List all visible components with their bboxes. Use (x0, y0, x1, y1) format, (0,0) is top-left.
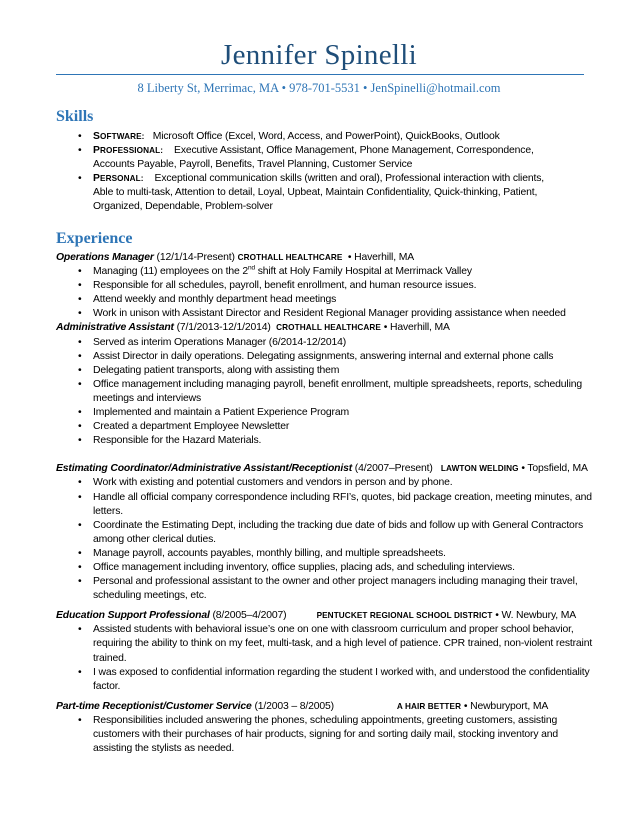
job-location: • Haverhill, MA (347, 252, 414, 263)
company-name: LAWTON WELDING (440, 464, 519, 474)
job-bullet: • Implemented and maintain a Patient Experience Program (56, 406, 596, 420)
candidate-name: Jennifer Spinelli (221, 39, 417, 71)
company-name: A HAIR BETTER (396, 701, 462, 711)
spacer (56, 448, 596, 462)
job-bullet: • Manage payroll, accounts payables, monthly billing, and multiple spreadsheets. (56, 547, 596, 561)
job-location: • W. Newbury, MA (495, 610, 576, 622)
job-bullets (56, 265, 596, 321)
job-bullet: • Served as interim Operations Manager (6/2014-12/2014) (56, 336, 596, 350)
job-bullet: • Responsibilities included answering the phones, scheduling appointments, greeting customers, assisting customers with their purchases of hair products, signing for and sorting daily mail, stocking inventory and assisting the stylists as needed. (56, 714, 596, 756)
job-bullet: • Coordinate the Estimating Dept, including the tracking due date of bids and follow up with General Contractors among other clerical duties. (56, 519, 596, 547)
job-bullet: • Attend weekly and monthly department head meetings (56, 293, 596, 307)
job-header (56, 700, 596, 714)
company-name: CROTHALL HEALTHCARE (237, 253, 343, 262)
job-bullet: • Assisted students with behavioral issue’s one on one with classroom curriculum and proper school behavior, requiring the ability to think on my feet, multi-task, and a high level of patience. CPR trained, non-violent restraint trained. (56, 623, 596, 665)
skill-item-professional (56, 144, 596, 172)
job-bullet: • Handle all official company correspondence including RFI’s, quotes, bid package creation, meeting minutes, and letters. (56, 491, 596, 519)
job-dates: (8/2005–4/2007) (212, 610, 287, 622)
header-divider (56, 74, 584, 75)
job-bullet: • Delegating patient transports, along with assisting them (56, 364, 596, 378)
skill-item-software (56, 130, 596, 144)
job-bullet: • Office management including managing payroll, benefit enrollment, multiple spreadsheets, reports, scheduling meetings and interviews (56, 378, 596, 406)
skill-label: SOFTWARE: (93, 131, 145, 142)
job-title: Estimating Coordinator/Administrative Assistant/Receptionist (56, 463, 353, 475)
job-header (56, 321, 596, 335)
company-name: PENTUCKET REGIONAL SCHOOL DISTRICT (316, 611, 493, 621)
job-dates: (1/2003 – 8/2005) (254, 700, 334, 712)
skill-text: Exceptional communication skills (written and oral), Professional interaction with clients, (154, 173, 544, 185)
job-bullet: • Personal and professional assistant to the owner and other project managers including managing their travel, scheduling meetings, etc. (56, 575, 596, 603)
contact-line: 8 Liberty St, Merrimac, MA • 978-701-5531 • JenSpinelli@hotmail.com (137, 81, 501, 95)
job-bullet: • Office management including inventory, office supplies, placing ads, and scheduling interviews. (56, 561, 596, 575)
skill-label: PROFESSIONAL: (93, 145, 164, 157)
skill-label: PERSONAL: (93, 173, 144, 185)
skill-text-cont: Accounts Payable, Payroll, Benefits, Travel Planning, Customer Service (93, 159, 413, 171)
job-title: Part-time Receptionist/Customer Service (56, 700, 252, 712)
experience-heading: Experience (56, 230, 133, 247)
job-bullet: • Managing (11) employees on the 2nd shift at Holy Family Hospital at Merrimack Valley (56, 265, 596, 279)
job-bullets (56, 714, 596, 756)
company-name: CROTHALL HEALTHCARE (276, 323, 381, 333)
job-bullet: • Work with existing and potential customers and vendors in person and by phone. (56, 476, 596, 490)
skill-text: Microsoft Office (Excel, Word, Access, and PowerPoint), QuickBooks, Outlook (152, 131, 500, 142)
job-bullet: • Created a department Employee Newsletter (56, 420, 596, 434)
job-bullet: • Responsible for the Hazard Materials. (56, 434, 596, 448)
job-bullet: • Assist Director in daily operations. Delegating assignments, answering internal and external phone calls (56, 350, 596, 364)
job-header (56, 462, 596, 476)
job-bullets (56, 476, 596, 603)
job-bullet: • Responsible for all schedules, payroll, benefit enrollment, and human resource issues. (56, 279, 596, 293)
skills-section (56, 130, 596, 215)
job-bullet: • Work in unison with Assistant Director and Resident Regional Manager providing assistance when needed (56, 307, 596, 321)
skill-text-cont: Able to multi-task, Attention to detail, Loyal, Upbeat, Maintain Confidentiality, Quick-thinking, Patient, (93, 187, 538, 199)
job-bullets (56, 336, 596, 449)
skill-item-personal (56, 172, 596, 214)
job-title: Education Support Professional (56, 610, 210, 622)
job-dates: (7/1/2013-12/1/2014) (176, 322, 271, 334)
job-title: Administrative Assistant (56, 322, 174, 334)
job-header (56, 609, 596, 623)
job-bullets (56, 623, 596, 693)
job-dates: (4/2007–Present) (354, 463, 433, 475)
job-header (56, 251, 596, 265)
job-dates: (12/1/14-Present) (156, 252, 235, 263)
job-bullet: • I was exposed to confidential information regarding the student I worked with, and understood the confidentiality factor. (56, 666, 596, 694)
skill-text: Executive Assistant, Office Management, Phone Management, Correspondence, (174, 145, 534, 157)
experience-section (56, 251, 596, 756)
job-location: • Newburyport, MA (463, 700, 549, 712)
skill-text-cont: Organized, Dependable, Problem-solver (93, 201, 273, 213)
job-location: • Topsfield, MA (521, 463, 588, 475)
job-title: Operations Manager (56, 252, 154, 263)
job-location: • Haverhill, MA (383, 322, 450, 334)
skills-heading: Skills (56, 108, 94, 125)
